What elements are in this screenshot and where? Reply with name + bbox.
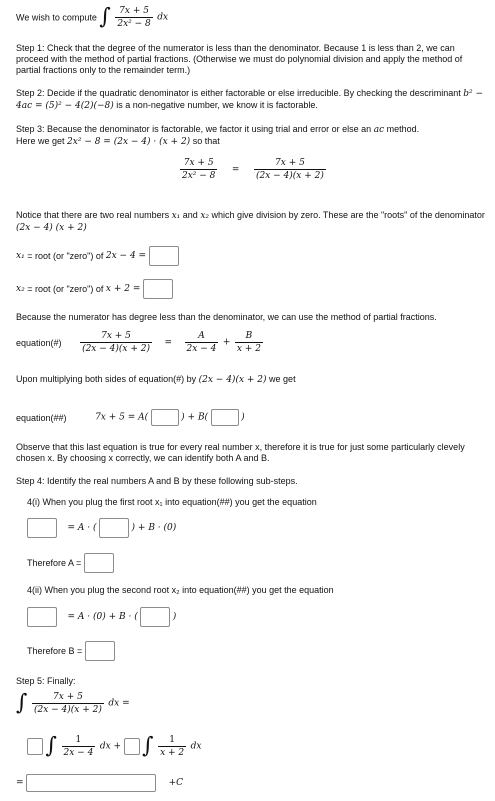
- step1-text: Step 1: Check that the degree of the numerator is less than the denominator. Because 1 is less than 2, we can proceed with the method of partial fractions. (Otherwise we must do polynomial division and apply the method of partial fractions only to the remainder term.): [16, 43, 463, 75]
- step3-here: Here we get: [16, 136, 65, 146]
- step5-integral-sign: ∫: [16, 690, 28, 716]
- step4i-tail: ) + B · (0): [131, 523, 177, 533]
- step4ii-text: 4(ii) When you plug the second root x₂ into equation(##) you get the equation: [27, 585, 334, 595]
- intro-denominator: 2x² − 8: [117, 19, 151, 29]
- root1-label: = root (or "zero") of: [27, 251, 104, 261]
- step4i-equation: [27, 518, 176, 538]
- therefore-b: [27, 641, 115, 661]
- factored-lhs-den: 2x² − 8: [182, 171, 216, 181]
- step4i-a-input[interactable]: [99, 518, 129, 538]
- upon-tail: we get: [269, 374, 296, 384]
- step4i-eq: = A · (: [67, 523, 97, 533]
- eq1-B: B: [245, 331, 253, 341]
- eq2-end: ): [241, 412, 245, 423]
- eq2-input-a[interactable]: [151, 409, 179, 426]
- step5-dx-eq: dx =: [108, 698, 130, 709]
- step5-label: Step 5: Finally:: [16, 676, 76, 686]
- eq1-plus: +: [222, 337, 231, 348]
- step4i-lhs-input[interactable]: [27, 518, 57, 538]
- eq1-label: equation(#): [16, 337, 62, 348]
- root1-expr: 2x − 4 =: [105, 251, 147, 261]
- step3-method: method.: [386, 124, 420, 134]
- factored-lhs: [180, 158, 217, 181]
- factored-rhs-den: (2x − 4)(x + 2): [255, 171, 324, 181]
- root-row-2: [16, 279, 173, 299]
- root1-var: x₁: [16, 251, 25, 261]
- step5-fraction: [32, 692, 104, 715]
- step5-integral: [16, 692, 130, 715]
- eq1-den-a: 2x − 4: [186, 344, 217, 354]
- step3-text: [16, 124, 486, 148]
- intro-numerator: 7x + 5: [119, 6, 149, 16]
- integral-b-num: 1: [169, 735, 175, 745]
- step4i-text: 4(i) When you plug the first root x₁ into equation(##) you get the equation: [27, 497, 317, 507]
- intro-dx: dx: [157, 12, 169, 23]
- notice-x2: x₂: [200, 211, 210, 221]
- eq1-lhs: [80, 331, 152, 354]
- factored-rhs: [254, 158, 326, 181]
- eq2-mid: ) + B(: [181, 412, 209, 423]
- eq1-term-b: [235, 331, 263, 354]
- step2-intro: Step 2: Decide if the quadratic denominator is either factorable or else irreducible. By checking the descriminant: [16, 88, 461, 98]
- eq1-num: 7x + 5: [101, 331, 131, 341]
- discriminant-formula: b² − 4ac = (5)² − 4(2)(−8): [16, 89, 484, 111]
- root2-label: = root (or "zero") of: [27, 284, 104, 294]
- therefore-a-label: Therefore A =: [27, 558, 82, 568]
- a-input[interactable]: [84, 553, 114, 573]
- final-equals: =: [16, 778, 24, 788]
- notice-x1: x₁: [171, 211, 181, 221]
- notice-denominator: (2x − 4) (x + 2): [16, 223, 87, 233]
- observe-text: Observe that this last equation is true for every real number x, therefore it is true for just some particularly clevely chosen x. By choosing x correctly, we can identify both A and B.: [16, 442, 465, 463]
- step4ii-eq: = A · (0) + B · (: [67, 612, 138, 622]
- therefore-b-label: Therefore B =: [27, 646, 83, 656]
- integral-b-sign: ∫: [142, 733, 154, 759]
- upon-part1: Upon multiplying both sides of equation(#) by: [16, 374, 197, 384]
- step4ii-lhs-input[interactable]: [27, 607, 57, 627]
- root2-input[interactable]: [143, 279, 173, 299]
- notice-text: [16, 210, 486, 234]
- eq1-A: A: [198, 331, 205, 341]
- step4ii-tail: ): [172, 612, 177, 622]
- eq1-term-a: [185, 331, 219, 354]
- b-input[interactable]: [85, 641, 115, 661]
- integral-a-den: 2x − 4: [63, 748, 94, 758]
- eq1-equals: =: [164, 337, 173, 348]
- root2-var: x₂: [16, 284, 25, 294]
- step4ii-equation: [27, 607, 176, 627]
- factored-equation: [178, 158, 328, 181]
- intro-line: [16, 6, 168, 29]
- integral-sign: ∫: [99, 4, 111, 30]
- equation-1: [16, 331, 265, 354]
- root-row-1: [16, 246, 179, 266]
- intro-fraction: [115, 6, 152, 29]
- eq2-label: equation(##): [16, 412, 67, 423]
- equation-2: [16, 409, 245, 426]
- integral-a-sign: ∫: [45, 733, 57, 759]
- intro-label: We wish to compute: [16, 12, 97, 23]
- eq2-lhs: 7x + 5 = A(: [95, 412, 149, 423]
- integral-a-num: 1: [75, 735, 82, 745]
- final-answer-row: [16, 774, 183, 792]
- notice-part1: Notice that there are two real numbers: [16, 210, 170, 220]
- integral-a-dx: dx +: [99, 741, 122, 752]
- equals-sign: =: [231, 164, 240, 175]
- plus-c: +C: [168, 778, 184, 788]
- step4ii-b-input[interactable]: [140, 607, 170, 627]
- factorization: 2x² − 8 = (2x − 4) · (x + 2): [67, 137, 191, 147]
- notice-part2: which give division by zero. These are the "roots" of the denominator: [211, 210, 485, 220]
- ac-term: ac: [373, 125, 385, 135]
- step3-intro: Step 3: Because the denominator is factorable, we factor it using trial and error or else an: [16, 124, 372, 134]
- step5-num: 7x + 5: [53, 692, 83, 702]
- notice-and: and: [182, 210, 198, 220]
- upon-expr: (2x − 4)(x + 2): [198, 375, 267, 385]
- final-answer-input[interactable]: [26, 774, 156, 792]
- root2-expr: x + 2 =: [105, 284, 141, 294]
- therefore-a: [27, 553, 114, 573]
- because-text: Because the numerator has degree less than the denominator, we can use the method of partial fractions.: [16, 312, 437, 322]
- step3-so-that: so that: [192, 136, 220, 146]
- factored-rhs-num: 7x + 5: [275, 158, 305, 168]
- root1-input[interactable]: [149, 246, 179, 266]
- step5-decomposition: [27, 735, 202, 758]
- eq1-den: (2x − 4)(x + 2): [82, 344, 150, 354]
- eq2-input-b[interactable]: [211, 409, 239, 426]
- step2-text: [16, 88, 486, 112]
- integral-b-den: x + 2: [160, 748, 185, 758]
- factored-lhs-num: 7x + 5: [183, 158, 214, 168]
- eq1-den-b: x + 2: [236, 344, 261, 354]
- integral-b-dx: dx: [190, 741, 202, 752]
- integral-a-fraction: [62, 735, 96, 758]
- coef-a-input[interactable]: [27, 738, 43, 755]
- step5-den: (2x − 4)(x + 2): [33, 705, 102, 715]
- coef-b-input[interactable]: [124, 738, 140, 755]
- step2-tail: is a non-negative number, we know it is factorable.: [116, 100, 318, 110]
- step4-text: Step 4: Identify the real numbers A and B by these following sub-steps.: [16, 476, 298, 486]
- upon-text: [16, 374, 296, 385]
- integral-b-fraction: [158, 735, 186, 758]
